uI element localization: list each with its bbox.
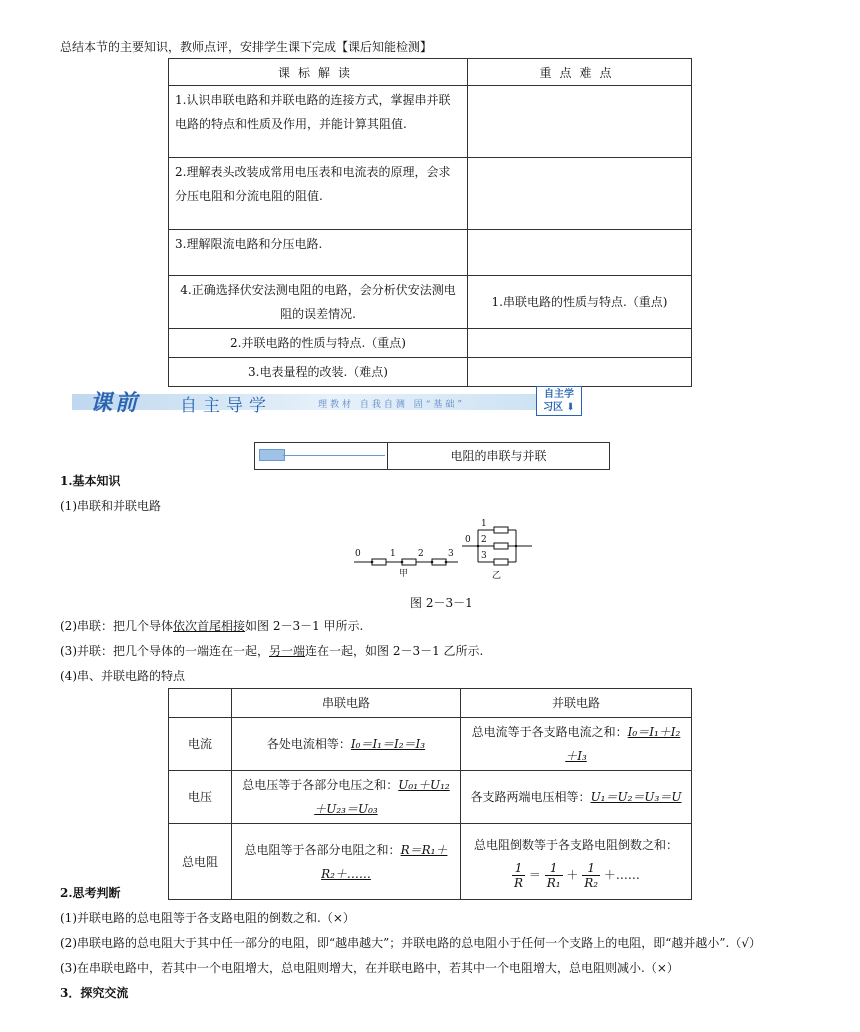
banner-subtitle: 理教材 自我自测 固“基础” [318,400,465,410]
row-label-voltage: 电压 [169,771,232,824]
svg-text:0: 0 [355,549,361,559]
badge-line2: 习区 ⬇ [543,402,575,413]
circuit-figure [350,518,540,582]
svg-text:甲: 甲 [399,569,409,579]
goals-table [168,58,692,387]
row-label-current: 电流 [169,718,232,771]
cell-parallel-resistance [461,824,692,900]
arrow-line-icon [283,455,385,456]
item-1: (1)串联和并联电路 [60,499,161,513]
parallel-resistance-text: 总电阻倒数等于各支路电阻倒数之和： [473,838,678,852]
goals-cell: 1.串联电路的性质与特点.（重点) [468,276,692,329]
col-header-parallel: 并联电路 [461,689,692,718]
svg-text:3: 3 [448,549,454,559]
goals-header-left: 课标解读 [169,59,468,86]
goals-row: 2.理解表头改装成常用电压表和电流表的原理，会求分压电阻和分流电阻的阻值. [169,158,468,230]
section-title: 电阻的串联与并联 [450,449,547,463]
cell-parallel-current: 总电流等于各支路电流之和：I₀＝I₁＋I₂＋I₃ [461,718,692,771]
svg-text:3: 3 [481,551,487,561]
judgement-1: (1)并联电路的总电阻等于各支路电阻的倒数之和.（×） [60,911,355,925]
item-3: (3)并联：把几个导体的一端连在一起，另一端连在一起，如图 2－3－1 乙所示. [60,644,484,658]
svg-text:1: 1 [481,519,487,529]
svg-text:2: 2 [481,535,487,545]
col-header-series: 串联电路 [232,689,461,718]
cell-series-voltage: 总电压等于各部分电压之和：U₀₁＋U₁₂＋U₂₃＝U₀₃ [232,771,461,824]
goals-cell [468,86,692,158]
cell-parallel-voltage: 各支路两端电压相等：U₁＝U₂＝U₃＝U [461,771,692,824]
parallel-resistance-formula: $\frac{1}{R}$ ＝ $\frac{1}{\text{R₁}}$ ＋ $\frac{1}{\text{R₂}}$ ＋…… [514,861,640,890]
goals-cell [468,158,692,230]
badge-line1: 自主学 [544,389,574,400]
banner-title-a: 课前 [90,390,141,416]
goals-header-right: 重点难点 [468,59,692,86]
goals-row: 1.认识串联电路和并联电路的连接方式，掌握串并联电路的特点和性质及作用，并能计算其阻值. [169,86,468,158]
section-tab-icon [259,449,285,461]
resistor-icon [372,559,386,565]
section-header [254,442,610,470]
cell-series-resistance: 总电阻等于各部分电阻之和：R＝R₁＋R₂＋…… [232,824,461,900]
think-heading: 2.思考判断 [60,886,121,900]
down-arrow-icon: ⬇ [566,402,575,413]
resistor-icon [432,559,446,565]
item-2: (2)串联：把几个导体依次首尾相接如图 2－3－1 甲所示. [60,619,364,633]
goals-row: 4.正确选择伏安法测电阻的电路，会分析伏安法测电阻的误差情况. [169,276,468,329]
item-4: (4)串、并联电路的特点 [60,669,185,683]
goals-cell [468,230,692,276]
judgement-2: (2)串联电路的总电阻大于其中任一部分的电阻，即“越串越大”；并联电路的总电阻小于任何一个支路上的电阻，即“越并越小”.（√） [60,936,762,950]
basic-heading: 1.基本知识 [60,474,121,488]
self-study-badge [536,386,582,416]
intro-text: 总结本节的主要知识，教师点评，安排学生课下完成【课后知能检测】 [60,40,433,54]
goals-cell [468,358,692,387]
banner-title-b: 自主导学 [180,396,272,416]
svg-text:2: 2 [418,549,424,559]
svg-text:0: 0 [465,535,471,545]
goals-row: 2.并联电路的性质与特点.（重点) [169,329,468,358]
goals-row: 3.理解限流电路和分压电路. [169,230,468,276]
resistor-icon [402,559,416,565]
goals-cell [468,329,692,358]
table-corner [169,689,232,718]
svg-text:1: 1 [390,549,396,559]
svg-text:乙: 乙 [492,571,502,581]
cell-series-current: 各处电流相等：I₀＝I₁＝I₂＝I₃ [232,718,461,771]
explore-heading: 3．探究交流 [60,986,129,1000]
judgement-3: (3)在串联电路中，若其中一个电阻增大，总电阻则增大，在并联电路中，若其中一个电阻增大，总电阻则减小.（×） [60,961,679,975]
section-banner [72,386,586,416]
figure-caption: 图 2－3－1 [410,596,473,610]
goals-row: 3.电表量程的改装.（难点) [169,358,468,387]
feature-table [168,688,692,900]
banner-band [72,394,542,410]
row-label-resistance: 总电阻 [169,824,232,900]
